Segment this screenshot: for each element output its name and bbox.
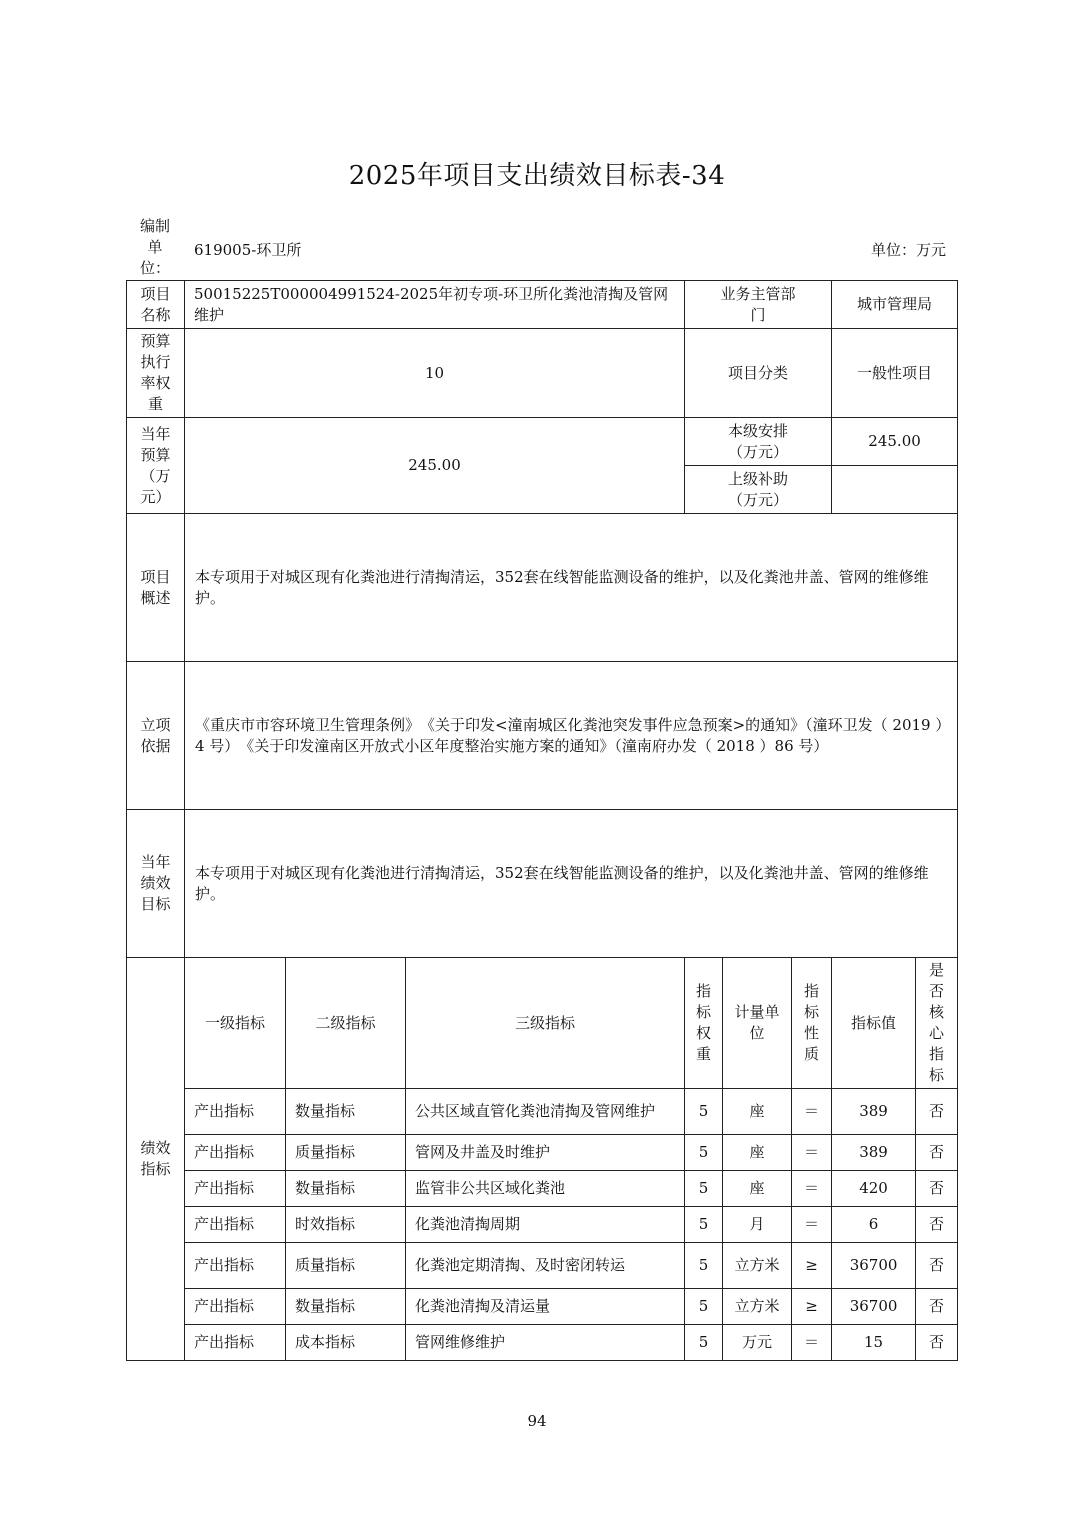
exec-weight-row xyxy=(127,329,958,418)
indicator-core: 否 xyxy=(916,1089,958,1135)
indicator-level1: 产出指标 xyxy=(185,1135,286,1171)
dept-label: 业务主管部 门 xyxy=(685,281,832,329)
indicator-level1: 产出指标 xyxy=(185,1207,286,1243)
exec-weight-label: 预算 执行 率权 重 xyxy=(127,329,185,418)
indicator-level1: 产出指标 xyxy=(185,1171,286,1207)
indicator-level3: 公共区域直管化粪池清掏及管网维护 xyxy=(406,1089,685,1135)
header-value: 指标值 xyxy=(832,958,916,1089)
indicator-level1: 产出指标 xyxy=(185,1325,286,1361)
indicator-weight: 5 xyxy=(685,1325,723,1361)
indicator-nature: ＝ xyxy=(792,1171,832,1207)
indicator-core: 否 xyxy=(916,1325,958,1361)
header-core: 是 否 核 心 指 标 xyxy=(916,958,958,1089)
budget-row xyxy=(127,418,958,466)
indicator-value: 6 xyxy=(832,1207,916,1243)
basis-label: 立项 依据 xyxy=(127,662,185,810)
indicator-level1: 产出指标 xyxy=(185,1089,286,1135)
indicator-unit: 立方米 xyxy=(723,1289,792,1325)
header-weight: 指 标 权 重 xyxy=(685,958,723,1089)
dept-value: 城市管理局 xyxy=(832,281,958,329)
indicator-level2: 质量指标 xyxy=(286,1243,406,1289)
project-name-value: 50015225T000004991524-2025年初专项-环卫所化粪池清掏及管网维护 xyxy=(185,281,685,329)
indicator-core: 否 xyxy=(916,1207,958,1243)
indicator-header-row xyxy=(127,958,958,1089)
page-number: 94 xyxy=(527,1412,547,1430)
header-level3: 三级指标 xyxy=(406,958,685,1089)
indicator-core: 否 xyxy=(916,1135,958,1171)
indicator-row xyxy=(127,1325,958,1361)
indicator-level2: 数量指标 xyxy=(286,1171,406,1207)
header-level1: 一级指标 xyxy=(185,958,286,1089)
local-label: 本级安排 （万元） xyxy=(685,418,832,466)
indicator-weight: 5 xyxy=(685,1089,723,1135)
indicator-nature: ≥ xyxy=(792,1243,832,1289)
indicator-core: 否 xyxy=(916,1171,958,1207)
indicator-nature: ＝ xyxy=(792,1135,832,1171)
performance-target-table xyxy=(126,280,958,1361)
perf-label: 绩效 指标 xyxy=(127,958,185,1361)
indicator-level2: 成本指标 xyxy=(286,1325,406,1361)
indicator-row xyxy=(127,1089,958,1135)
indicator-level3: 化粪池清掏及清运量 xyxy=(406,1289,685,1325)
header-unit: 计量单 位 xyxy=(723,958,792,1089)
indicator-level3: 化粪池定期清掏、及时密闭转运 xyxy=(406,1243,685,1289)
category-label: 项目分类 xyxy=(685,329,832,418)
indicator-weight: 5 xyxy=(685,1207,723,1243)
indicator-weight: 5 xyxy=(685,1243,723,1289)
header-level2: 二级指标 xyxy=(286,958,406,1089)
indicator-core: 否 xyxy=(916,1289,958,1325)
project-name-label: 项目 名称 xyxy=(127,281,185,329)
header-nature: 指 标 性 质 xyxy=(792,958,832,1089)
overview-value: 本专项用于对城区现有化粪池进行清掏清运，352套在线智能监测设备的维护，以及化粪池井盖、管网的维修维护。 xyxy=(185,514,958,662)
indicator-nature: ＝ xyxy=(792,1325,832,1361)
indicator-value: 36700 xyxy=(832,1243,916,1289)
indicator-level2: 数量指标 xyxy=(286,1089,406,1135)
indicator-value: 420 xyxy=(832,1171,916,1207)
org-value: 619005-环卫所 xyxy=(194,241,302,259)
goal-row xyxy=(127,810,958,958)
indicator-unit: 万元 xyxy=(723,1325,792,1361)
overview-row xyxy=(127,514,958,662)
indicator-level2: 时效指标 xyxy=(286,1207,406,1243)
indicator-row xyxy=(127,1135,958,1171)
basis-value: 《重庆市市容环境卫生管理条例》 《关于印发<潼南城区化粪池突发事件应急预案>的通知》（潼环卫发（ 2019 ）4 号） 《关于印发潼南区开放式小区年度整治实施方案的通知》（潼南府办发（ 2018 ）86 号） xyxy=(185,662,958,810)
goal-value: 本专项用于对城区现有化粪池进行清掏清运，352套在线智能监测设备的维护，以及化粪池井盖、管网的维修维护。 xyxy=(185,810,958,958)
indicator-unit: 座 xyxy=(723,1089,792,1135)
budget-value: 245.00 xyxy=(185,418,685,514)
budget-label: 当年 预算 （万 元） xyxy=(127,418,185,514)
indicator-nature: ≥ xyxy=(792,1289,832,1325)
basis-row xyxy=(127,662,958,810)
indicator-row xyxy=(127,1243,958,1289)
org-label: 编制 单 位： xyxy=(139,217,170,277)
indicator-nature: ＝ xyxy=(792,1089,832,1135)
indicator-value: 389 xyxy=(832,1135,916,1171)
unit-label: 单位：万元 xyxy=(870,241,946,259)
indicator-level1: 产出指标 xyxy=(185,1243,286,1289)
indicator-value: 15 xyxy=(832,1325,916,1361)
indicator-value: 36700 xyxy=(832,1289,916,1325)
local-value: 245.00 xyxy=(832,418,958,466)
indicator-unit: 座 xyxy=(723,1171,792,1207)
exec-weight-value: 10 xyxy=(185,329,685,418)
indicator-level3: 化粪池清掏周期 xyxy=(406,1207,685,1243)
indicator-value: 389 xyxy=(832,1089,916,1135)
indicator-level3: 管网维修维护 xyxy=(406,1325,685,1361)
page-title: 2025年项目支出绩效目标表-34 xyxy=(348,161,726,191)
indicator-unit: 立方米 xyxy=(723,1243,792,1289)
indicator-level3: 管网及井盖及时维护 xyxy=(406,1135,685,1171)
indicator-level2: 质量指标 xyxy=(286,1135,406,1171)
indicator-nature: ＝ xyxy=(792,1207,832,1243)
indicator-level1: 产出指标 xyxy=(185,1289,286,1325)
goal-label: 当年 绩效 目标 xyxy=(127,810,185,958)
indicator-weight: 5 xyxy=(685,1171,723,1207)
upper-label: 上级补助 （万元） xyxy=(685,466,832,514)
indicator-unit: 月 xyxy=(723,1207,792,1243)
indicator-unit: 座 xyxy=(723,1135,792,1171)
indicator-weight: 5 xyxy=(685,1289,723,1325)
indicator-level2: 数量指标 xyxy=(286,1289,406,1325)
indicator-row xyxy=(127,1289,958,1325)
upper-value xyxy=(832,466,958,514)
indicator-weight: 5 xyxy=(685,1135,723,1171)
category-value: 一般性项目 xyxy=(832,329,958,418)
project-name-row xyxy=(127,281,958,329)
overview-label: 项目 概述 xyxy=(127,514,185,662)
indicator-row xyxy=(127,1207,958,1243)
indicator-row xyxy=(127,1171,958,1207)
indicator-core: 否 xyxy=(916,1243,958,1289)
indicator-level3: 监管非公共区域化粪池 xyxy=(406,1171,685,1207)
